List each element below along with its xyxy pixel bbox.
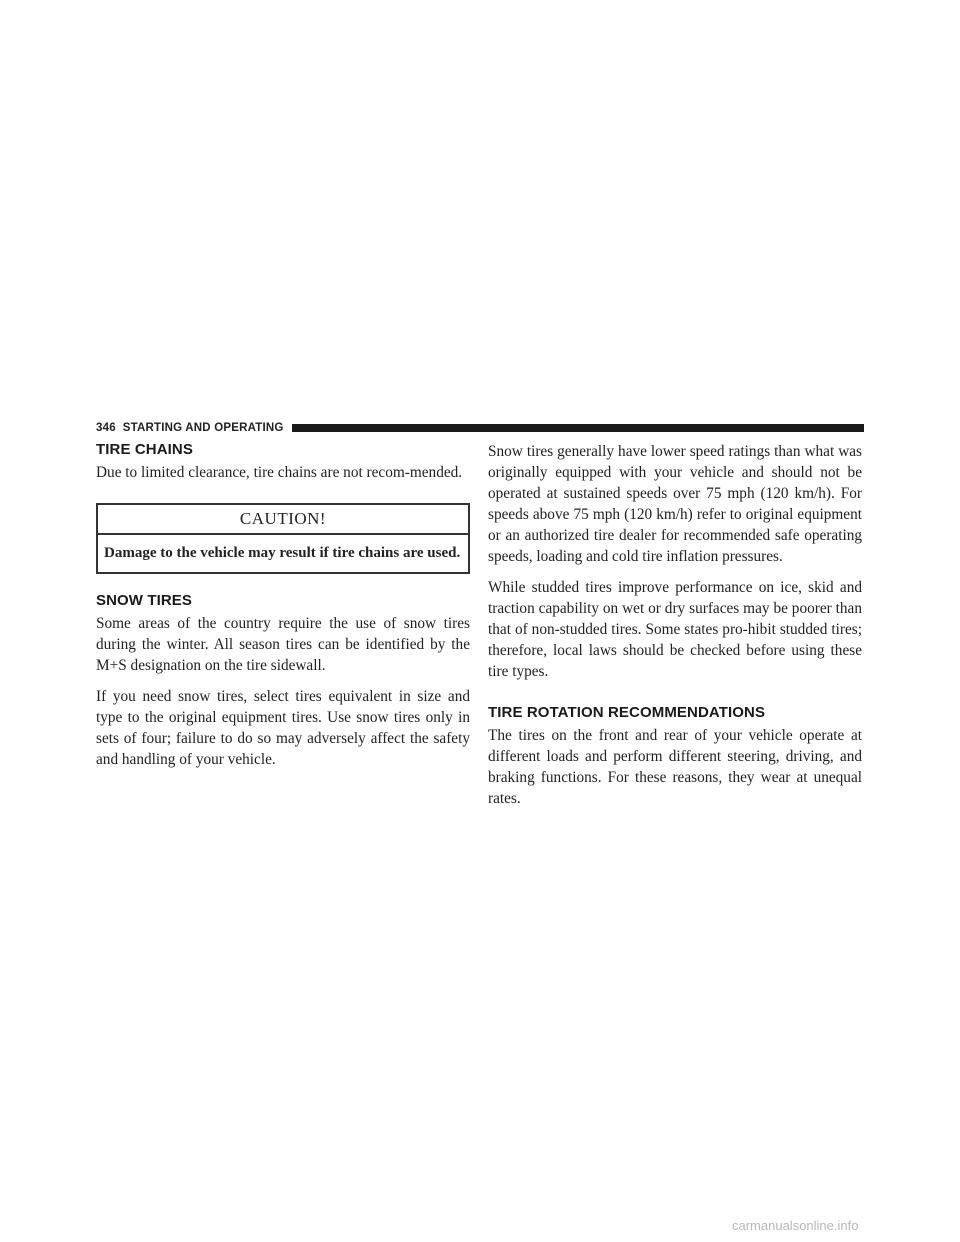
watermark: carmanualsonline.info xyxy=(732,1218,859,1233)
snow-tires-heading: SNOW TIRES xyxy=(96,592,193,609)
page-header xyxy=(96,418,864,438)
caution-box xyxy=(96,503,470,574)
section-title: STARTING AND OPERATING xyxy=(122,422,284,434)
header-rule xyxy=(292,424,864,432)
caution-body: Damage to the vehicle may result if tire chains are used. xyxy=(104,545,461,561)
tire-chains-heading: TIRE CHAINS xyxy=(96,441,193,458)
snow-tires-paragraph-2: If you need snow tires, select tires equivalent in size and type to the original equipment tires. Use snow tires only in sets of four; failure to do so may adversely affect the safety and handling of your vehicle. xyxy=(96,688,470,768)
left-column xyxy=(96,441,470,780)
studded-tires-paragraph: While studded tires improve performance on ice, skid and traction capability on wet or dry surfaces may be poorer than that of non-studded tires. Some states pro-hibit studded tires; therefore, local laws should be checked before using these tire types. xyxy=(488,579,862,680)
tire-rotation-heading: TIRE ROTATION RECOMMENDATIONS xyxy=(488,704,766,721)
right-column xyxy=(488,441,862,819)
snow-tires-paragraph-1: Some areas of the country require the use of snow tires during the winter. All season tires can be identified by the M+S designation on the tire sidewall. xyxy=(96,615,470,674)
tire-rotation-text: The tires on the front and rear of your vehicle operate at different loads and perform different steering, driving, and braking functions. For these reasons, they wear at unequal rates. xyxy=(488,727,862,807)
page-number: 346 xyxy=(96,422,116,434)
speed-rating-paragraph: Snow tires generally have lower speed ratings than what was originally equipped with your vehicle and should not be operated at sustained speeds over 75 mph (120 km/h). For speeds above 75 mph (120 km/h) refer to original equipment or an authorized tire dealer for recommended safe operating speeds, loading and cold tire inflation pressures. xyxy=(488,443,862,565)
caution-title: CAUTION! xyxy=(98,505,468,535)
tire-chains-text: Due to limited clearance, tire chains are not recom-mended. xyxy=(96,464,463,481)
